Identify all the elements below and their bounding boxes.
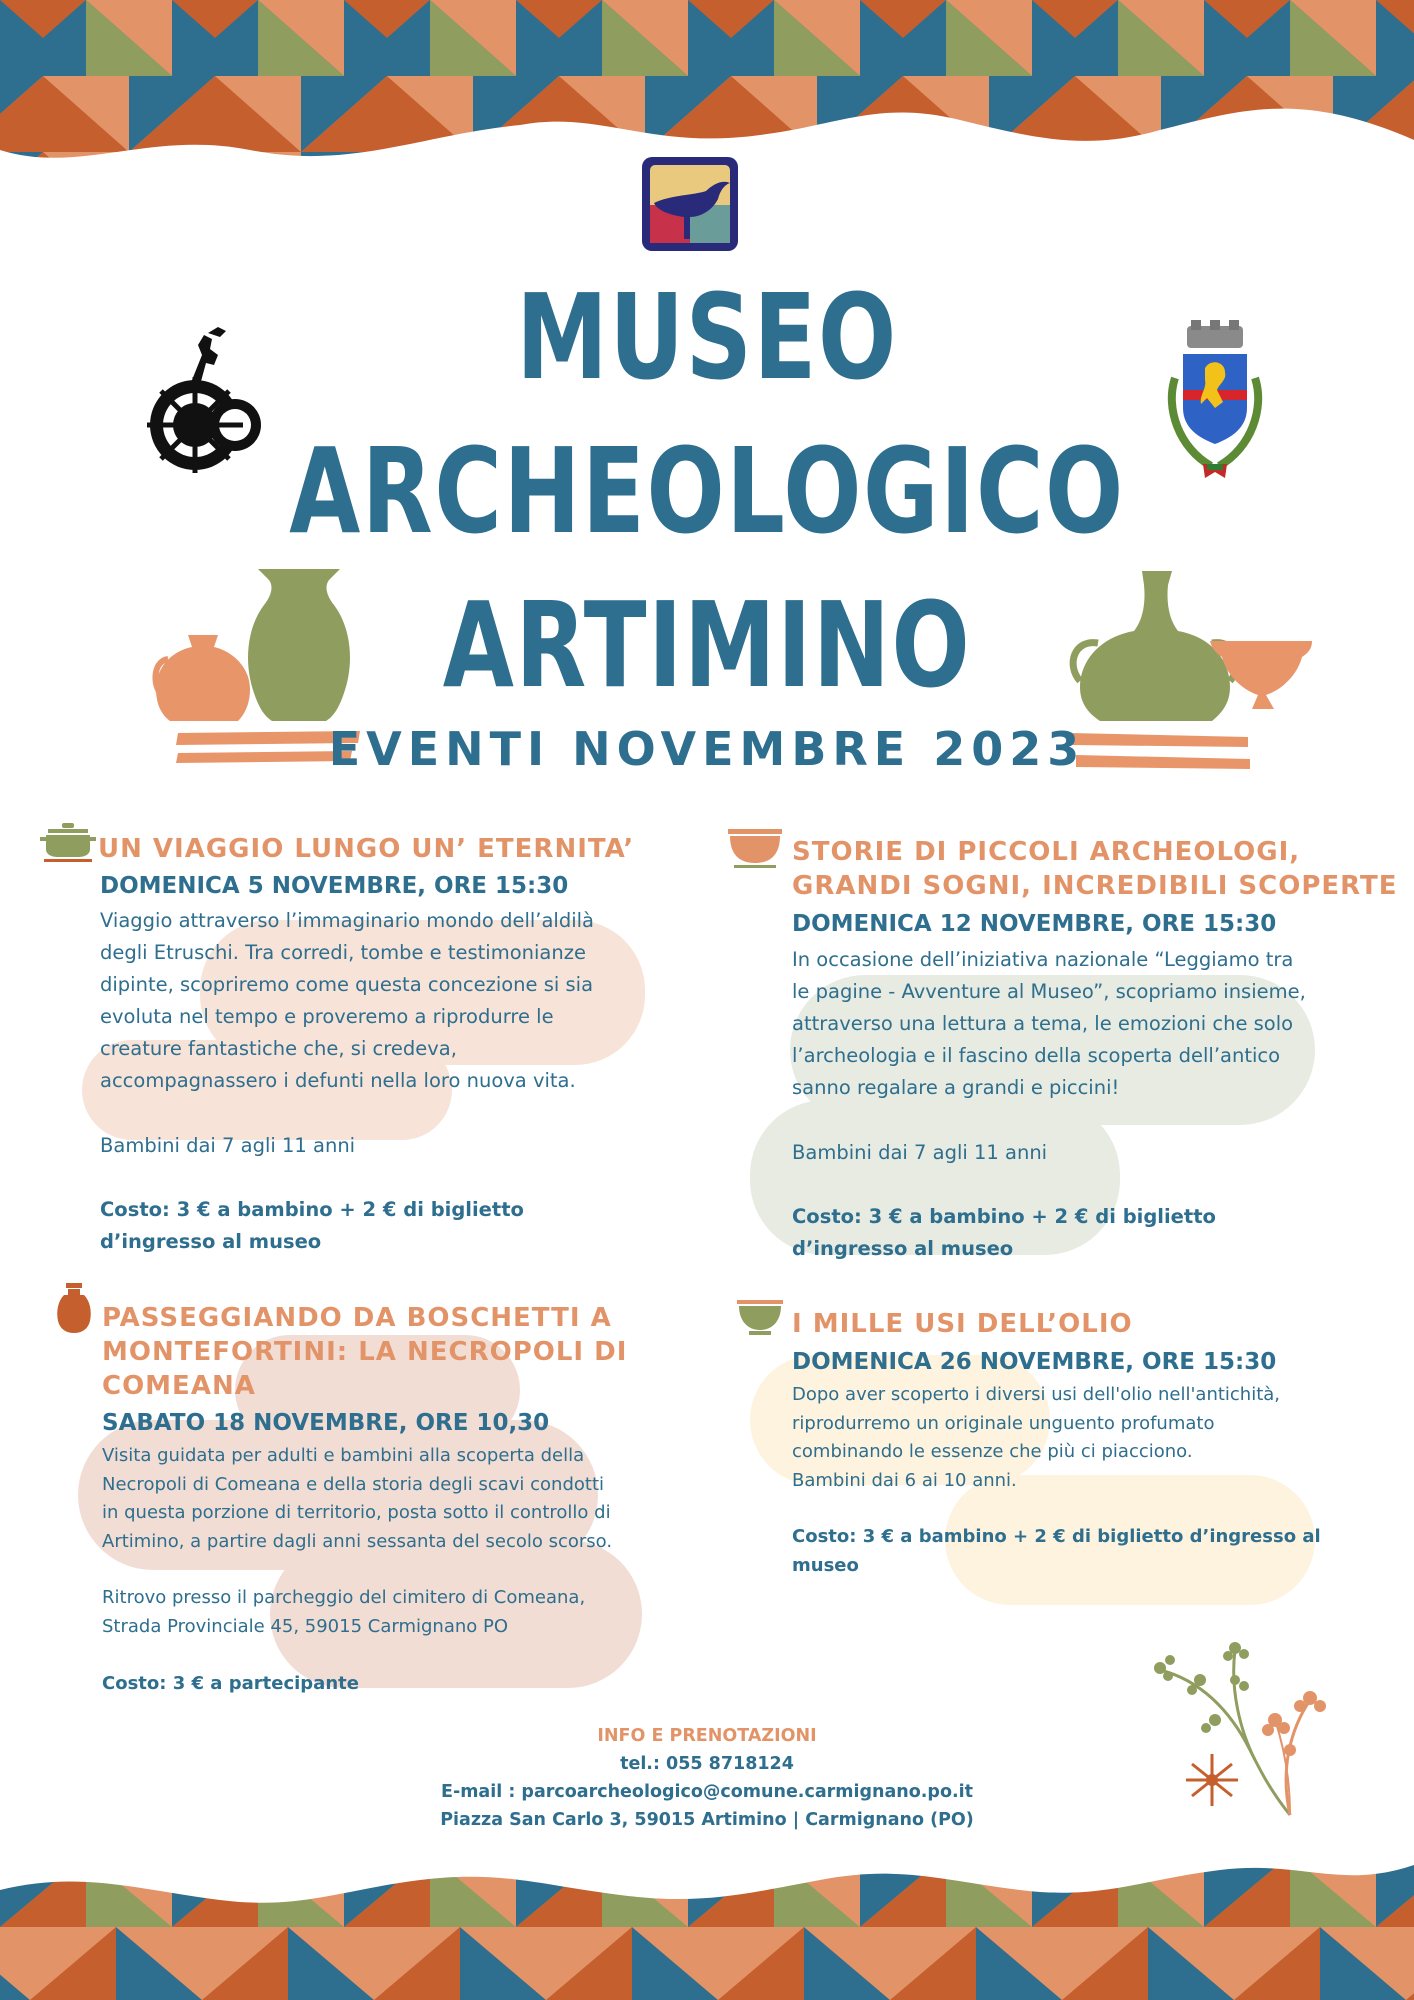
event2-desc-line: sanno regalare a grandi e piccini! <box>792 1076 1120 1099</box>
event3-title-line: MONTEFORTINI: LA NECROPOLI DI <box>102 1337 628 1367</box>
event4-description <box>792 1381 1280 1495</box>
event1-description <box>100 905 594 1097</box>
event4-date: DOMENICA 26 NOVEMBRE, ORE 15:30 <box>792 1349 1277 1375</box>
event3-title-line: PASSEGGIANDO DA BOSCHETTI A <box>102 1303 612 1333</box>
event4-cost-line: museo <box>792 1554 859 1576</box>
event3-title-line: COMEANA <box>102 1371 256 1401</box>
event1-title: UN VIAGGIO LUNGO UN’ ETERNITA’ <box>98 834 635 864</box>
info-phone: tel.: 055 8718124 <box>620 1754 794 1774</box>
event2-desc-line: attraverso una lettura a tema, le emozioni che solo <box>792 1012 1294 1035</box>
event4-title: I MILLE USI DELL’OLIO <box>792 1309 1133 1339</box>
event4-desc-line: Bambini dai 6 ai 10 anni. <box>792 1469 1017 1491</box>
page-subtitle: EVENTI NOVEMBRE 2023 <box>328 722 1086 776</box>
info-email: E-mail : parcoarcheologico@comune.carmignano.po.it <box>440 1782 973 1802</box>
event3-meeting-point <box>102 1584 585 1641</box>
event1-desc-line: degli Etruschi. Tra corredi, tombe e testimonianze <box>100 941 586 964</box>
event4-cost-line: Costo: 3 € a bambino + 2 € di biglietto d’ingresso al <box>792 1526 1321 1547</box>
event2-description <box>792 944 1306 1104</box>
event3-description <box>102 1442 612 1556</box>
event1-cost-line: d’ingresso al museo <box>100 1230 322 1253</box>
title-line-museo: MUSEO <box>516 268 898 406</box>
bowl-icon <box>728 829 782 869</box>
event1-age: Bambini dai 7 agli 11 anni <box>100 1134 356 1157</box>
event3-date: SABATO 18 NOVEMBRE, ORE 10,30 <box>102 1410 550 1436</box>
event3-desc-line: in questa porzione di territorio, posta sotto il controllo di <box>102 1502 611 1523</box>
event3-desc-line: Artimino, a partire dagli anni sessanta del secolo scorso. <box>102 1530 613 1552</box>
event1-cost-line: Costo: 3 € a bambino + 2 € di biglietto <box>100 1198 524 1221</box>
event2-desc-line: l’archeologia e il fascino della scoperta dell’antico <box>792 1044 1281 1067</box>
event1-desc-line: Viaggio attraverso l’immaginario mondo dell’aldilà <box>100 909 595 932</box>
info-address: Piazza San Carlo 3, 59015 Artimino | Carmignano (PO) <box>440 1810 974 1830</box>
event1-desc-line: dipinte, scopriremo come questa concezione si sia <box>100 973 594 996</box>
info-heading: INFO E PRENOTAZIONI <box>597 1726 817 1746</box>
event2-desc-line: In occasione dell’iniziativa nazionale “Leggiamo tra <box>792 948 1294 971</box>
top-pattern-border <box>0 0 1414 175</box>
event4-desc-line: Dopo aver scoperto i diversi usi dell'olio nell'antichità, <box>792 1384 1281 1405</box>
event2-date: DOMENICA 12 NOVEMBRE, ORE 15:30 <box>792 911 1277 937</box>
event2-cost-line: d’ingresso al museo <box>792 1237 1014 1260</box>
event1-desc-line: accompagnassero i defunti nella loro nuova vita. <box>100 1069 576 1092</box>
event2-age: Bambini dai 7 agli 11 anni <box>792 1141 1048 1164</box>
cooking-pot-icon <box>40 823 96 863</box>
title-line-artimino: ARTIMINO <box>442 576 972 714</box>
event4-desc-line: riprodurremo un originale unguento profumato <box>792 1412 1215 1434</box>
event3-meeting-line: Strada Provinciale 45, 59015 Carmignano PO <box>102 1615 509 1637</box>
event3-title <box>102 1301 627 1403</box>
event1-date: DOMENICA 5 NOVEMBRE, ORE 15:30 <box>100 873 569 899</box>
event3-desc-line: Necropoli di Comeana e della storia degli scavi condotti <box>102 1473 604 1495</box>
bottom-pattern-border <box>0 1855 1414 2000</box>
event3-cost: Costo: 3 € a partecipante <box>102 1673 359 1694</box>
event1-desc-line: creature fantastiche che, si credeva, <box>100 1037 457 1060</box>
jar-icon <box>56 1283 92 1335</box>
event3-meeting-line: Ritrovo presso il parcheggio del cimitero di Comeana, <box>102 1587 586 1608</box>
event2-desc-line: le pagine - Avventure al Museo”, scopriamo insieme, <box>792 980 1306 1003</box>
event2-title-line: STORIE DI PICCOLI ARCHEOLOGI, <box>792 837 1301 867</box>
oil-bowl-icon <box>737 1300 783 1336</box>
title-line-archeologico: ARCHEOLOGICO <box>289 422 1125 560</box>
event4-cost <box>792 1523 1321 1580</box>
event2-title <box>792 835 1398 903</box>
event2-cost <box>792 1201 1216 1265</box>
event2-cost-line: Costo: 3 € a bambino + 2 € di biglietto <box>792 1205 1216 1228</box>
museum-lamp-logo-icon <box>640 155 740 253</box>
event4-desc-line: combinando le essenze che più ci piacciono. <box>792 1441 1193 1462</box>
event3-desc-line: Visita guidata per adulti e bambini alla scoperta della <box>102 1445 585 1466</box>
event2-title-line: GRANDI SOGNI, INCREDIBILI SCOPERTE <box>792 871 1398 901</box>
event1-desc-line: evoluta nel tempo e proveremo a riprodurre le <box>100 1005 554 1028</box>
event1-cost <box>100 1194 524 1258</box>
